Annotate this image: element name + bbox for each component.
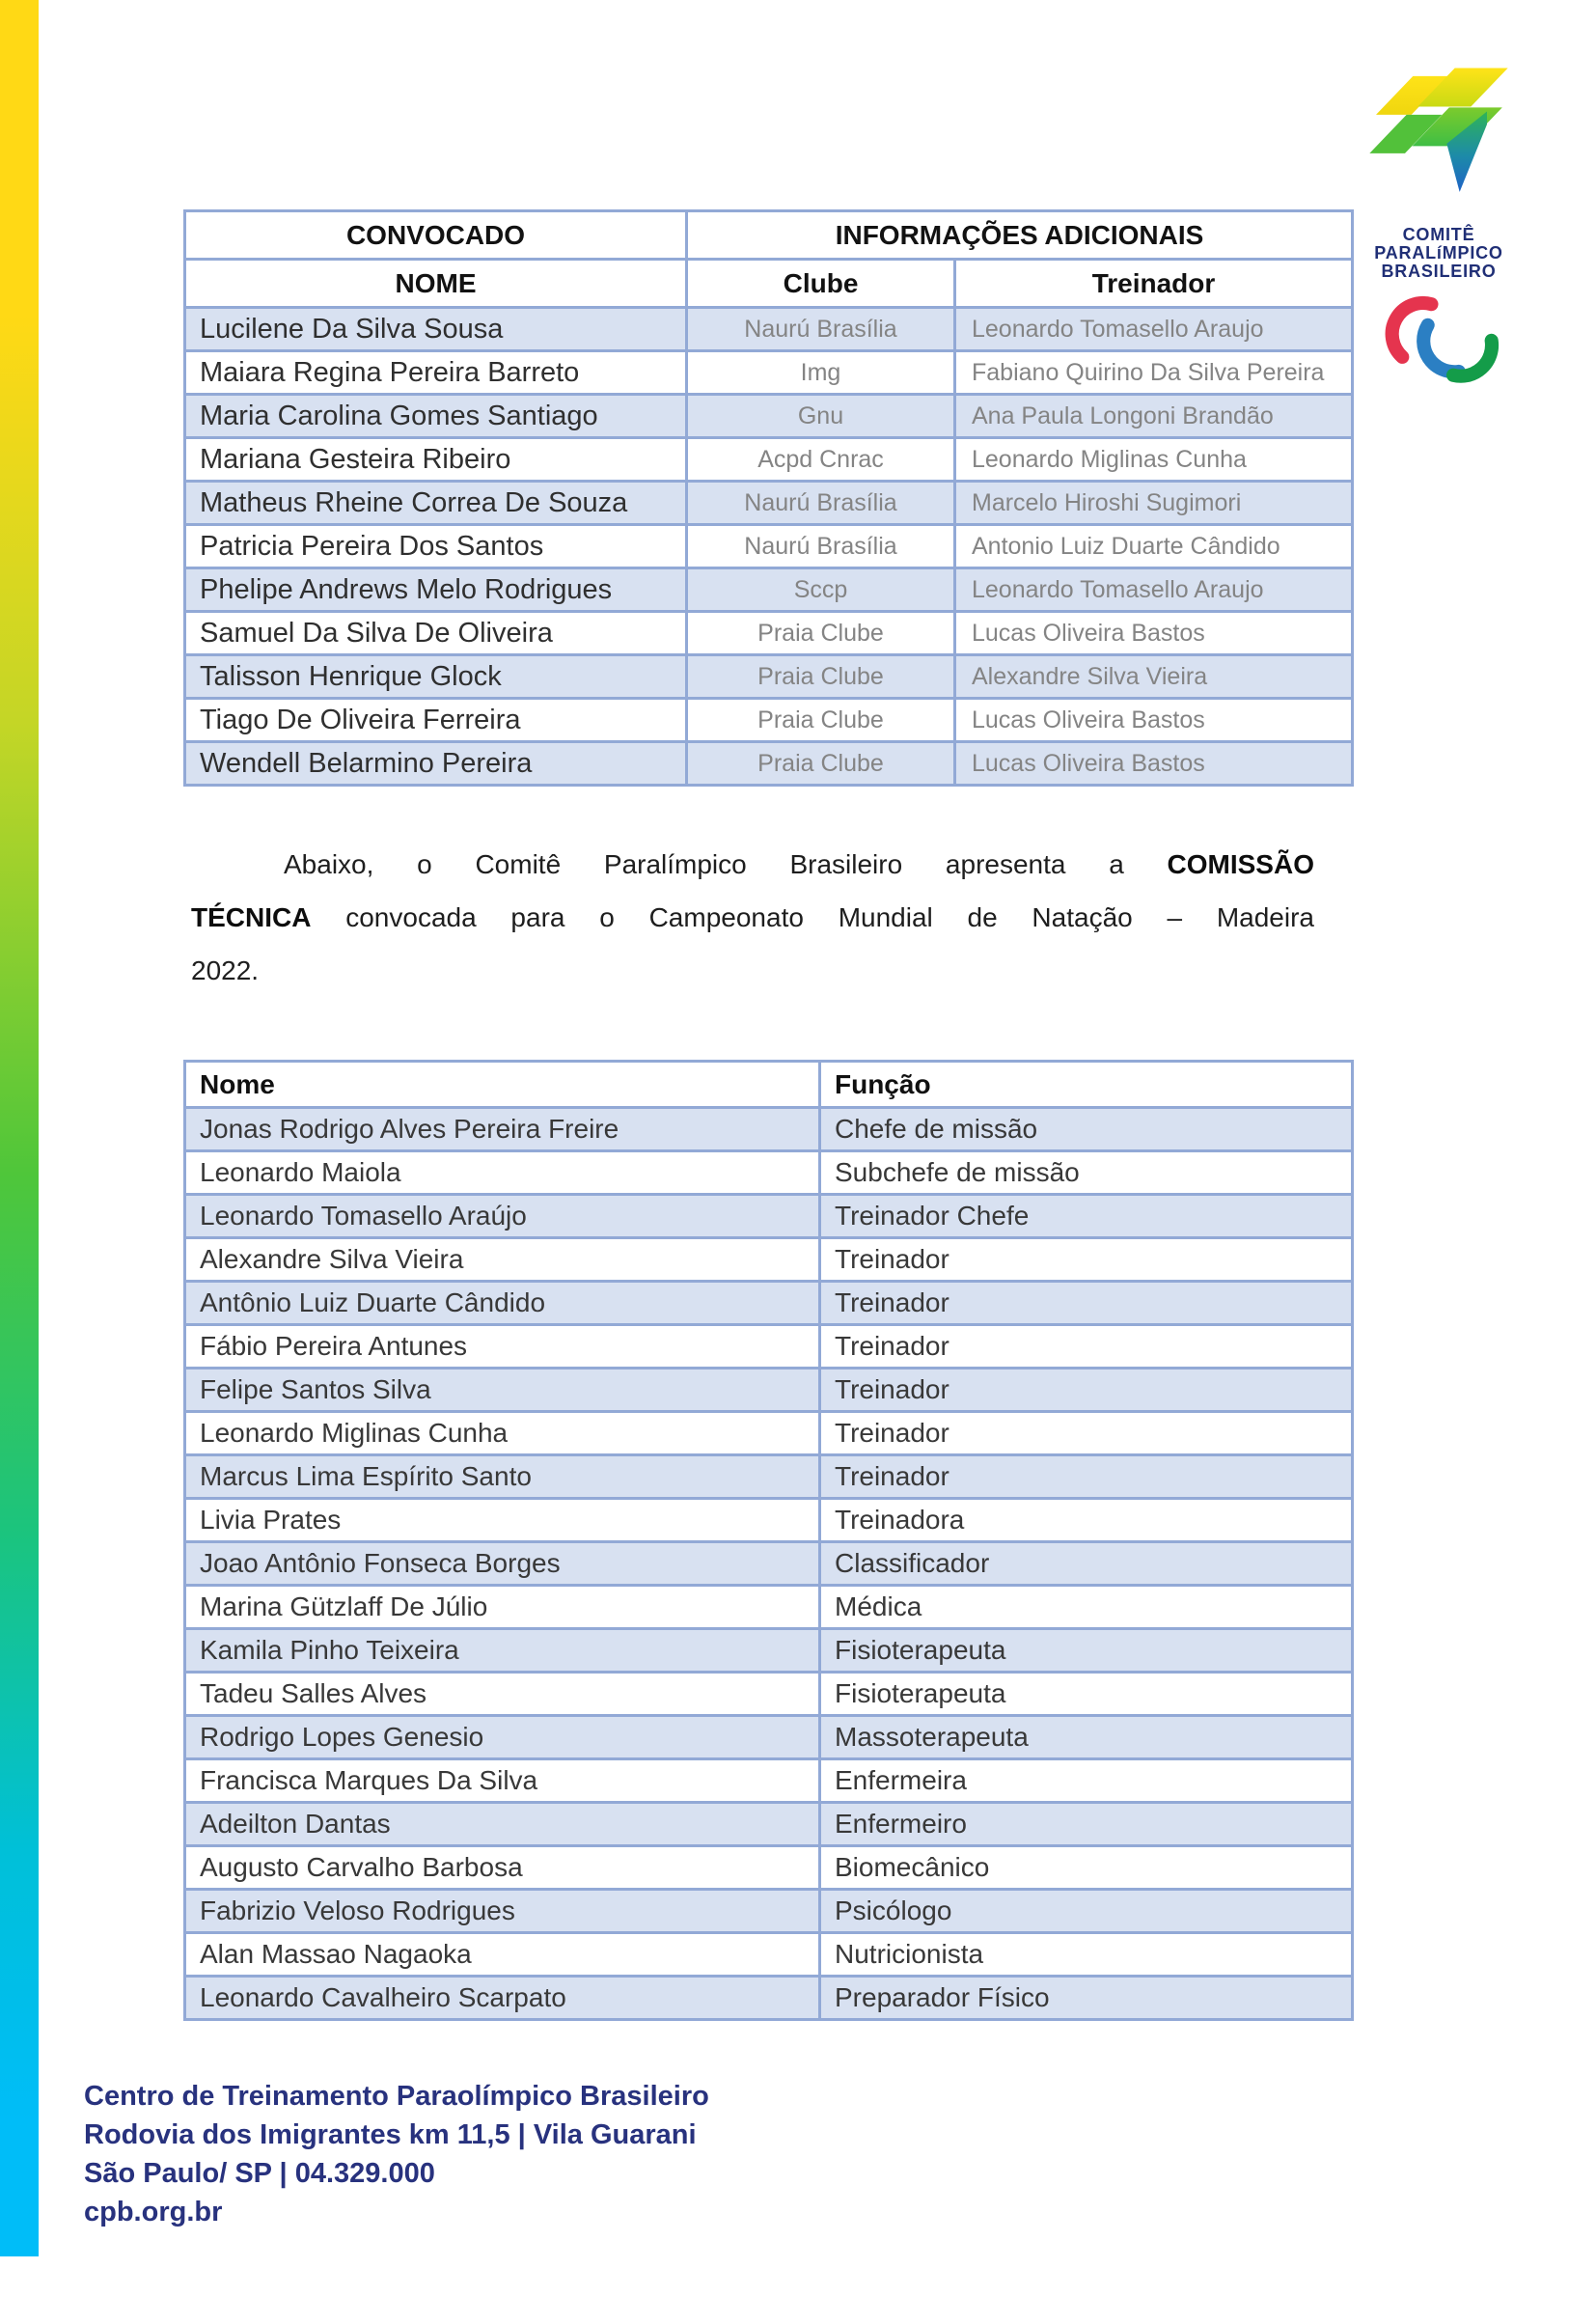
paragraph-line-1 [191,838,1314,891]
staff-role: Treinador [820,1238,1353,1282]
staff-name: Leonardo Cavalheiro Scarpato [185,1977,820,2020]
athlete-name: Wendell Belarmino Pereira [185,742,687,786]
staff-role: Treinador [820,1282,1353,1325]
staff-role: Fisioterapeuta [820,1673,1353,1716]
staff-row [185,1238,1353,1282]
staff-name: Livia Prates [185,1499,820,1542]
athlete-coach: Alexandre Silva Vieira [955,655,1353,699]
paragraph-bold-text: TÉCNICA [191,902,312,932]
staff-name: Antônio Luiz Duarte Cândido [185,1282,820,1325]
agitos-icon [1375,292,1502,385]
staff-role: Treinadora [820,1499,1353,1542]
staff-role: Treinador [820,1412,1353,1455]
athlete-name: Tiago De Oliveira Ferreira [185,699,687,742]
athlete-club: Sccp [687,568,955,612]
logo-text-line-1: COMITÊ [1402,225,1475,244]
paragraph-text: convocada para o Campeonato Mundial de Natação – Madeira [311,902,1314,932]
cpb-flag-icon [1366,56,1511,201]
intro-paragraph [191,838,1314,997]
athlete-name: Lucilene Da Silva Sousa [185,308,687,351]
staff-table-header-row [185,1062,1353,1108]
staff-row [185,1586,1353,1629]
athlete-club: Praia Clube [687,655,955,699]
staff-name: Marcus Lima Espírito Santo [185,1455,820,1499]
athlete-row [185,742,1353,786]
staff-row [185,1282,1353,1325]
staff-role: Nutricionista [820,1933,1353,1977]
staff-role: Massoterapeuta [820,1716,1353,1759]
athlete-club: Naurú Brasília [687,482,955,525]
footer-line-2: Rodovia dos Imigrantes km 11,5 | Vila Guarani [84,2119,697,2150]
athlete-club: Acpd Cnrac [687,438,955,482]
athlete-club: Praia Clube [687,612,955,655]
staff-row [185,1803,1353,1846]
footer-line-1: Centro de Treinamento Paraolímpico Brasileiro [84,2081,709,2112]
cpb-logo [1346,56,1531,385]
athlete-coach: Marcelo Hiroshi Sugimori [955,482,1353,525]
athlete-row [185,438,1353,482]
paragraph-line-3 [191,944,1314,997]
athlete-club: Naurú Brasília [687,308,955,351]
athlete-club: Gnu [687,395,955,438]
staff-row [185,1933,1353,1977]
athlete-name: Phelipe Andrews Melo Rodrigues [185,568,687,612]
athlete-row [185,482,1353,525]
staff-name: Leonardo Maiola [185,1151,820,1195]
staff-name: Adeilton Dantas [185,1803,820,1846]
staff-table [183,1060,1354,2021]
staff-role: Psicólogo [820,1890,1353,1933]
staff-name: Fabrizio Veloso Rodrigues [185,1890,820,1933]
athlete-coach: Ana Paula Longoni Brandão [955,395,1353,438]
athlete-coach: Lucas Oliveira Bastos [955,742,1353,786]
staff-role: Treinador [820,1369,1353,1412]
athlete-coach: Lucas Oliveira Bastos [955,612,1353,655]
athlete-row [185,568,1353,612]
column-header-treinador: Treinador [955,260,1353,308]
staff-row [185,1325,1353,1369]
staff-role: Enfermeiro [820,1803,1353,1846]
athlete-row [185,395,1353,438]
staff-name: Felipe Santos Silva [185,1369,820,1412]
athlete-name: Patricia Pereira Dos Santos [185,525,687,568]
staff-name: Fábio Pereira Antunes [185,1325,820,1369]
left-gradient-bar [0,0,39,2256]
staff-name: Francisca Marques Da Silva [185,1759,820,1803]
paragraph-bold-text: COMISSÃO [1167,849,1314,879]
column-header-funcao: Função [820,1062,1353,1108]
staff-row [185,1455,1353,1499]
staff-role: Médica [820,1586,1353,1629]
athlete-row [185,351,1353,395]
staff-role: Enfermeira [820,1759,1353,1803]
athlete-row [185,699,1353,742]
athletes-table [183,209,1354,787]
athlete-name: Maiara Regina Pereira Barreto [185,351,687,395]
staff-row [185,1977,1353,2020]
athlete-row [185,525,1353,568]
group-header-informacoes-adicionais: INFORMAÇÕES ADICIONAIS [687,211,1353,260]
staff-name: Tadeu Salles Alves [185,1673,820,1716]
staff-name: Jonas Rodrigo Alves Pereira Freire [185,1108,820,1151]
staff-row [185,1369,1353,1412]
athletes-table-group-header-row [185,211,1353,260]
staff-row [185,1151,1353,1195]
athlete-name: Maria Carolina Gomes Santiago [185,395,687,438]
footer-address [84,2077,709,2231]
logo-text-line-3: BRASILEIRO [1381,262,1497,281]
paragraph-text: 2022. [191,955,260,985]
staff-row [185,1412,1353,1455]
logo-text-line-2: PARALíMPICO [1374,243,1503,263]
staff-row [185,1890,1353,1933]
athlete-name: Mariana Gesteira Ribeiro [185,438,687,482]
staff-name: Marina Gützlaff De Júlio [185,1586,820,1629]
staff-row [185,1716,1353,1759]
staff-role: Chefe de missão [820,1108,1353,1151]
staff-row [185,1673,1353,1716]
athlete-name: Talisson Henrique Glock [185,655,687,699]
staff-row [185,1629,1353,1673]
paragraph-line-2 [191,891,1314,944]
staff-name: Joao Antônio Fonseca Borges [185,1542,820,1586]
group-header-convocado: CONVOCADO [185,211,687,260]
column-header-nome: Nome [185,1062,820,1108]
staff-role: Biomecânico [820,1846,1353,1890]
athlete-name: Matheus Rheine Correa De Souza [185,482,687,525]
athlete-coach: Antonio Luiz Duarte Cândido [955,525,1353,568]
staff-row [185,1759,1353,1803]
staff-name: Kamila Pinho Teixeira [185,1629,820,1673]
staff-row [185,1499,1353,1542]
footer-line-4: cpb.org.br [84,2197,223,2227]
athlete-coach: Leonardo Tomasello Araujo [955,568,1353,612]
staff-name: Augusto Carvalho Barbosa [185,1846,820,1890]
athlete-club: Naurú Brasília [687,525,955,568]
athlete-row [185,655,1353,699]
staff-role: Treinador [820,1325,1353,1369]
athlete-club: Praia Clube [687,742,955,786]
staff-name: Alexandre Silva Vieira [185,1238,820,1282]
staff-row [185,1846,1353,1890]
athlete-coach: Lucas Oliveira Bastos [955,699,1353,742]
athlete-club: Img [687,351,955,395]
athlete-row [185,612,1353,655]
staff-role: Treinador Chefe [820,1195,1353,1238]
athlete-coach: Leonardo Tomasello Araujo [955,308,1353,351]
athlete-name: Samuel Da Silva De Oliveira [185,612,687,655]
staff-row [185,1195,1353,1238]
staff-name: Leonardo Tomasello Araújo [185,1195,820,1238]
athlete-coach: Fabiano Quirino Da Silva Pereira [955,351,1353,395]
athlete-coach: Leonardo Miglinas Cunha [955,438,1353,482]
staff-name: Leonardo Miglinas Cunha [185,1412,820,1455]
staff-row [185,1108,1353,1151]
staff-role: Subchefe de missão [820,1151,1353,1195]
staff-role: Classificador [820,1542,1353,1586]
athlete-row [185,308,1353,351]
column-header-clube: Clube [687,260,955,308]
staff-role: Preparador Físico [820,1977,1353,2020]
staff-name: Rodrigo Lopes Genesio [185,1716,820,1759]
column-header-nome: NOME [185,260,687,308]
athletes-table-column-header-row [185,260,1353,308]
staff-name: Alan Massao Nagaoka [185,1933,820,1977]
paragraph-text: Abaixo, o Comitê Paralímpico Brasileiro apresenta a [284,849,1168,879]
staff-role: Fisioterapeuta [820,1629,1353,1673]
footer-line-3: São Paulo/ SP | 04.329.000 [84,2158,435,2189]
staff-row [185,1542,1353,1586]
athlete-club: Praia Clube [687,699,955,742]
staff-role: Treinador [820,1455,1353,1499]
